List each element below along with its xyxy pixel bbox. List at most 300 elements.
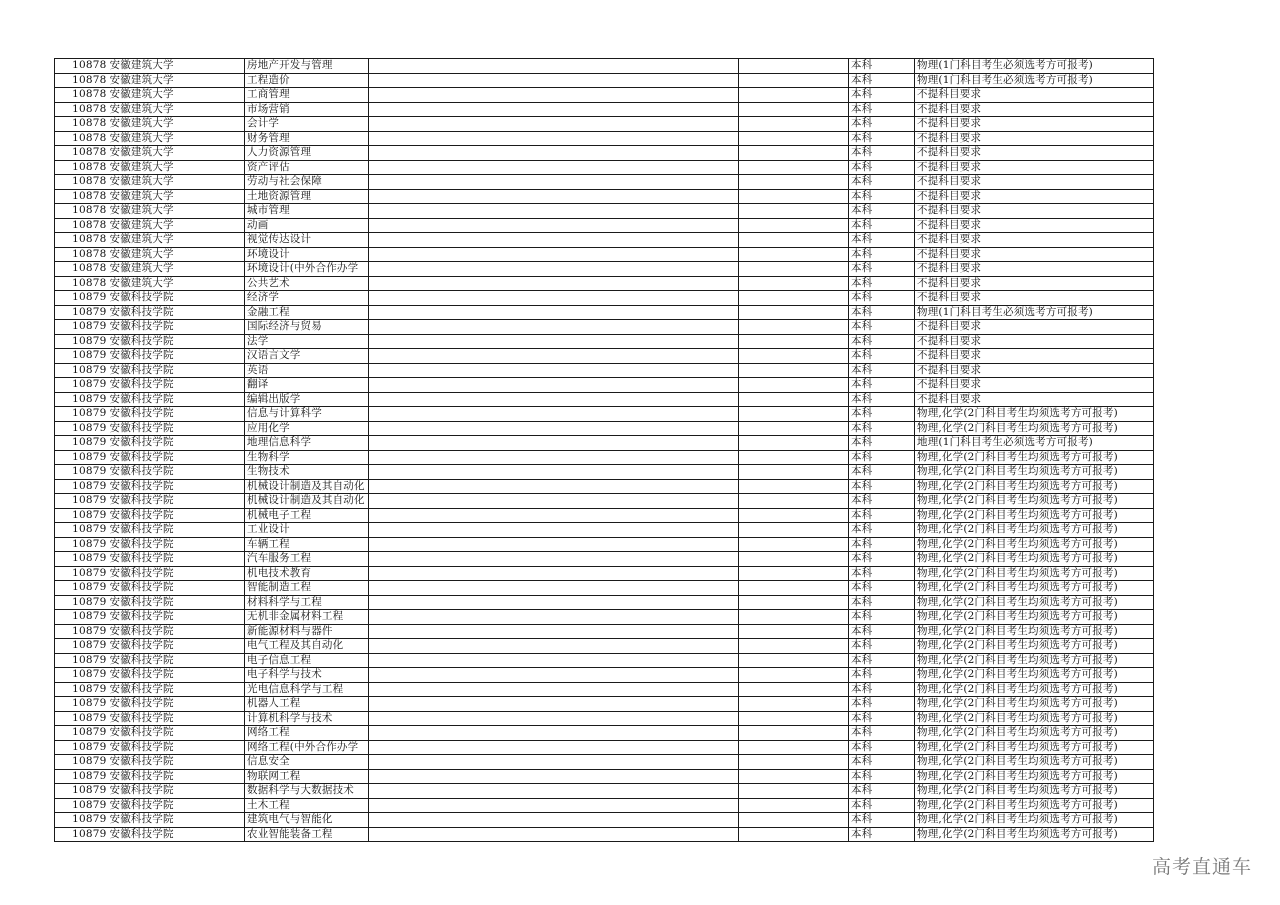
- school-code-cell: 10878: [55, 131, 109, 146]
- university-name-cell: 安徽科技学院: [109, 827, 245, 842]
- blank-cell: [369, 639, 739, 654]
- table-row: [55, 436, 1154, 451]
- university-name-cell: 安徽建筑大学: [109, 262, 245, 277]
- school-code-cell: 10878: [55, 262, 109, 277]
- level-cell: 本科: [849, 740, 915, 755]
- university-name-cell: 安徽科技学院: [109, 769, 245, 784]
- university-name-cell: 安徽科技学院: [109, 552, 245, 567]
- university-name-cell: 安徽科技学院: [109, 653, 245, 668]
- blank-cell: [739, 653, 849, 668]
- school-code-cell: 10879: [55, 566, 109, 581]
- table-row: [55, 624, 1154, 639]
- blank-cell: [369, 320, 739, 335]
- major-name-cell: 机械设计制造及其自动化: [245, 494, 369, 509]
- major-name-cell: 汽车服务工程: [245, 552, 369, 567]
- school-code-cell: 10879: [55, 682, 109, 697]
- major-name-cell: 环境设计(中外合作办学: [245, 262, 369, 277]
- blank-cell: [369, 392, 739, 407]
- table-row: [55, 465, 1154, 480]
- table-row: [55, 697, 1154, 712]
- major-name-cell: 资产评估: [245, 160, 369, 175]
- table-row: [55, 59, 1154, 74]
- blank-cell: [369, 697, 739, 712]
- blank-cell: [369, 523, 739, 538]
- level-cell: 本科: [849, 595, 915, 610]
- university-name-cell: 安徽科技学院: [109, 508, 245, 523]
- subject-requirement-cell: 物理,化学(2门科目考生均须选考方可报考): [915, 726, 1154, 741]
- school-code-cell: 10879: [55, 755, 109, 770]
- subject-requirement-cell: 不提科目要求: [915, 117, 1154, 132]
- university-name-cell: 安徽建筑大学: [109, 102, 245, 117]
- blank-cell: [739, 508, 849, 523]
- subject-requirement-cell: 不提科目要求: [915, 392, 1154, 407]
- blank-cell: [369, 494, 739, 509]
- school-code-cell: 10879: [55, 363, 109, 378]
- level-cell: 本科: [849, 726, 915, 741]
- subject-requirement-cell: 物理,化学(2门科目考生均须选考方可报考): [915, 479, 1154, 494]
- subject-requirement-cell: 不提科目要求: [915, 88, 1154, 103]
- blank-cell: [739, 59, 849, 74]
- school-code-cell: 10878: [55, 160, 109, 175]
- blank-cell: [739, 610, 849, 625]
- major-name-cell: 市场营销: [245, 102, 369, 117]
- blank-cell: [369, 798, 739, 813]
- major-name-cell: 计算机科学与技术: [245, 711, 369, 726]
- table-row: [55, 537, 1154, 552]
- table-row: [55, 291, 1154, 306]
- subject-requirement-cell: 物理,化学(2门科目考生均须选考方可报考): [915, 610, 1154, 625]
- blank-cell: [739, 291, 849, 306]
- blank-cell: [739, 595, 849, 610]
- subject-requirement-cell: 不提科目要求: [915, 175, 1154, 190]
- blank-cell: [739, 465, 849, 480]
- table-row: [55, 189, 1154, 204]
- blank-cell: [739, 73, 849, 88]
- subject-requirement-cell: 物理,化学(2门科目考生均须选考方可报考): [915, 421, 1154, 436]
- school-code-cell: 10879: [55, 407, 109, 422]
- school-code-cell: 10879: [55, 523, 109, 538]
- table-row: [55, 711, 1154, 726]
- blank-cell: [369, 276, 739, 291]
- table-row: [55, 378, 1154, 393]
- university-name-cell: 安徽建筑大学: [109, 88, 245, 103]
- major-name-cell: 金融工程: [245, 305, 369, 320]
- university-name-cell: 安徽科技学院: [109, 392, 245, 407]
- blank-cell: [739, 160, 849, 175]
- school-code-cell: 10878: [55, 218, 109, 233]
- table-row: [55, 160, 1154, 175]
- university-name-cell: 安徽科技学院: [109, 697, 245, 712]
- major-name-cell: 房地产开发与管理: [245, 59, 369, 74]
- blank-cell: [739, 740, 849, 755]
- university-name-cell: 安徽建筑大学: [109, 160, 245, 175]
- major-name-cell: 城市管理: [245, 204, 369, 219]
- level-cell: 本科: [849, 465, 915, 480]
- school-code-cell: 10878: [55, 247, 109, 262]
- major-name-cell: 机械电子工程: [245, 508, 369, 523]
- level-cell: 本科: [849, 392, 915, 407]
- level-cell: 本科: [849, 160, 915, 175]
- school-code-cell: 10879: [55, 349, 109, 364]
- university-name-cell: 安徽科技学院: [109, 581, 245, 596]
- blank-cell: [369, 73, 739, 88]
- school-code-cell: 10878: [55, 233, 109, 248]
- table-row: [55, 276, 1154, 291]
- blank-cell: [369, 131, 739, 146]
- university-name-cell: 安徽科技学院: [109, 784, 245, 799]
- table-row: [55, 262, 1154, 277]
- subject-requirement-cell: 不提科目要求: [915, 189, 1154, 204]
- blank-cell: [369, 668, 739, 683]
- major-name-cell: 工业设计: [245, 523, 369, 538]
- major-name-cell: 财务管理: [245, 131, 369, 146]
- university-name-cell: 安徽建筑大学: [109, 218, 245, 233]
- school-code-cell: 10879: [55, 479, 109, 494]
- university-name-cell: 安徽建筑大学: [109, 117, 245, 132]
- school-code-cell: 10878: [55, 146, 109, 161]
- level-cell: 本科: [849, 668, 915, 683]
- blank-cell: [369, 204, 739, 219]
- table-row: [55, 363, 1154, 378]
- university-name-cell: 安徽建筑大学: [109, 204, 245, 219]
- subject-requirement-cell: 物理(1门科目考生必须选考方可报考): [915, 59, 1154, 74]
- level-cell: 本科: [849, 494, 915, 509]
- university-name-cell: 安徽科技学院: [109, 639, 245, 654]
- subject-requirement-cell: 不提科目要求: [915, 378, 1154, 393]
- blank-cell: [369, 334, 739, 349]
- blank-cell: [369, 682, 739, 697]
- university-name-cell: 安徽科技学院: [109, 537, 245, 552]
- university-name-cell: 安徽科技学院: [109, 494, 245, 509]
- table-row: [55, 566, 1154, 581]
- blank-cell: [739, 233, 849, 248]
- major-name-cell: 公共艺术: [245, 276, 369, 291]
- university-name-cell: 安徽科技学院: [109, 450, 245, 465]
- school-code-cell: 10879: [55, 740, 109, 755]
- subject-requirement-cell: 物理,化学(2门科目考生均须选考方可报考): [915, 711, 1154, 726]
- major-name-cell: 经济学: [245, 291, 369, 306]
- blank-cell: [739, 682, 849, 697]
- school-code-cell: 10879: [55, 639, 109, 654]
- blank-cell: [369, 726, 739, 741]
- blank-cell: [739, 407, 849, 422]
- major-name-cell: 会计学: [245, 117, 369, 132]
- table-row: [55, 117, 1154, 132]
- level-cell: 本科: [849, 523, 915, 538]
- subject-requirement-cell: 不提科目要求: [915, 349, 1154, 364]
- major-name-cell: 光电信息科学与工程: [245, 682, 369, 697]
- subject-requirement-cell: 不提科目要求: [915, 233, 1154, 248]
- table-row: [55, 334, 1154, 349]
- level-cell: 本科: [849, 73, 915, 88]
- university-name-cell: 安徽科技学院: [109, 566, 245, 581]
- blank-cell: [739, 711, 849, 726]
- major-name-cell: 新能源材料与器件: [245, 624, 369, 639]
- subject-requirement-cell: 物理,化学(2门科目考生均须选考方可报考): [915, 827, 1154, 842]
- school-code-cell: 10878: [55, 102, 109, 117]
- blank-cell: [369, 827, 739, 842]
- major-name-cell: 应用化学: [245, 421, 369, 436]
- major-name-cell: 信息安全: [245, 755, 369, 770]
- major-name-cell: 农业智能装备工程: [245, 827, 369, 842]
- university-name-cell: 安徽科技学院: [109, 479, 245, 494]
- level-cell: 本科: [849, 450, 915, 465]
- major-name-cell: 建筑电气与智能化: [245, 813, 369, 828]
- university-name-cell: 安徽建筑大学: [109, 73, 245, 88]
- level-cell: 本科: [849, 711, 915, 726]
- blank-cell: [739, 784, 849, 799]
- table-row: [55, 88, 1154, 103]
- level-cell: 本科: [849, 610, 915, 625]
- school-code-cell: 10879: [55, 450, 109, 465]
- blank-cell: [739, 146, 849, 161]
- table-row: [55, 146, 1154, 161]
- university-name-cell: 安徽科技学院: [109, 711, 245, 726]
- university-name-cell: 安徽科技学院: [109, 523, 245, 538]
- subject-requirement-cell: 物理,化学(2门科目考生均须选考方可报考): [915, 508, 1154, 523]
- subject-requirement-cell: 物理,化学(2门科目考生均须选考方可报考): [915, 494, 1154, 509]
- blank-cell: [369, 378, 739, 393]
- blank-cell: [739, 813, 849, 828]
- blank-cell: [369, 88, 739, 103]
- major-name-cell: 电子科学与技术: [245, 668, 369, 683]
- level-cell: 本科: [849, 769, 915, 784]
- blank-cell: [369, 653, 739, 668]
- university-name-cell: 安徽建筑大学: [109, 131, 245, 146]
- table-row: [55, 784, 1154, 799]
- subject-requirement-cell: 物理,化学(2门科目考生均须选考方可报考): [915, 740, 1154, 755]
- major-name-cell: 生物科学: [245, 450, 369, 465]
- school-code-cell: 10879: [55, 595, 109, 610]
- university-name-cell: 安徽建筑大学: [109, 233, 245, 248]
- subject-requirement-cell: 不提科目要求: [915, 363, 1154, 378]
- major-name-cell: 机械设计制造及其自动化: [245, 479, 369, 494]
- major-name-cell: 工商管理: [245, 88, 369, 103]
- subject-requirement-cell: 物理,化学(2门科目考生均须选考方可报考): [915, 653, 1154, 668]
- school-code-cell: 10879: [55, 813, 109, 828]
- blank-cell: [739, 523, 849, 538]
- level-cell: 本科: [849, 305, 915, 320]
- blank-cell: [369, 479, 739, 494]
- university-name-cell: 安徽科技学院: [109, 726, 245, 741]
- major-name-cell: 英语: [245, 363, 369, 378]
- subject-requirement-cell: 物理,化学(2门科目考生均须选考方可报考): [915, 682, 1154, 697]
- table-row: [55, 595, 1154, 610]
- blank-cell: [739, 276, 849, 291]
- blank-cell: [739, 494, 849, 509]
- school-code-cell: 10879: [55, 653, 109, 668]
- blank-cell: [739, 117, 849, 132]
- blank-cell: [369, 552, 739, 567]
- school-code-cell: 10879: [55, 798, 109, 813]
- school-code-cell: 10879: [55, 668, 109, 683]
- subject-requirement-cell: 不提科目要求: [915, 102, 1154, 117]
- blank-cell: [369, 813, 739, 828]
- blank-cell: [739, 697, 849, 712]
- subject-requirement-cell: 不提科目要求: [915, 334, 1154, 349]
- level-cell: 本科: [849, 291, 915, 306]
- blank-cell: [369, 233, 739, 248]
- major-name-cell: 翻译: [245, 378, 369, 393]
- university-name-cell: 安徽科技学院: [109, 610, 245, 625]
- subject-requirement-cell: 不提科目要求: [915, 160, 1154, 175]
- subject-requirement-cell: 不提科目要求: [915, 320, 1154, 335]
- blank-cell: [369, 102, 739, 117]
- table-row: [55, 508, 1154, 523]
- blank-cell: [369, 755, 739, 770]
- subject-requirement-cell: 物理,化学(2门科目考生均须选考方可报考): [915, 465, 1154, 480]
- level-cell: 本科: [849, 508, 915, 523]
- school-code-cell: 10879: [55, 392, 109, 407]
- school-code-cell: 10879: [55, 465, 109, 480]
- blank-cell: [739, 450, 849, 465]
- level-cell: 本科: [849, 59, 915, 74]
- subject-requirement-cell: 不提科目要求: [915, 146, 1154, 161]
- major-name-cell: 物联网工程: [245, 769, 369, 784]
- level-cell: 本科: [849, 697, 915, 712]
- level-cell: 本科: [849, 755, 915, 770]
- level-cell: 本科: [849, 363, 915, 378]
- level-cell: 本科: [849, 276, 915, 291]
- table-row: [55, 639, 1154, 654]
- blank-cell: [369, 146, 739, 161]
- blank-cell: [369, 291, 739, 306]
- subject-requirement-cell: 不提科目要求: [915, 131, 1154, 146]
- table-row: [55, 233, 1154, 248]
- blank-cell: [369, 305, 739, 320]
- table-row: [55, 407, 1154, 422]
- table-row: [55, 421, 1154, 436]
- blank-cell: [739, 218, 849, 233]
- major-name-cell: 编辑出版学: [245, 392, 369, 407]
- blank-cell: [739, 436, 849, 451]
- blank-cell: [739, 624, 849, 639]
- major-name-cell: 生物技术: [245, 465, 369, 480]
- school-code-cell: 10879: [55, 320, 109, 335]
- university-name-cell: 安徽科技学院: [109, 813, 245, 828]
- level-cell: 本科: [849, 436, 915, 451]
- table-row: [55, 131, 1154, 146]
- subject-requirement-cell: 物理,化学(2门科目考生均须选考方可报考): [915, 813, 1154, 828]
- blank-cell: [369, 436, 739, 451]
- school-code-cell: 10878: [55, 73, 109, 88]
- blank-cell: [739, 334, 849, 349]
- school-code-cell: 10878: [55, 88, 109, 103]
- subject-requirement-cell: 不提科目要求: [915, 291, 1154, 306]
- university-name-cell: 安徽科技学院: [109, 465, 245, 480]
- subject-requirement-cell: 不提科目要求: [915, 204, 1154, 219]
- school-code-cell: 10878: [55, 175, 109, 190]
- university-name-cell: 安徽建筑大学: [109, 146, 245, 161]
- blank-cell: [369, 117, 739, 132]
- school-code-cell: 10879: [55, 610, 109, 625]
- level-cell: 本科: [849, 218, 915, 233]
- table-row: [55, 204, 1154, 219]
- blank-cell: [369, 421, 739, 436]
- table-row: [55, 523, 1154, 538]
- level-cell: 本科: [849, 204, 915, 219]
- major-name-cell: 网络工程(中外合作办学: [245, 740, 369, 755]
- blank-cell: [739, 769, 849, 784]
- university-name-cell: 安徽科技学院: [109, 291, 245, 306]
- subject-requirement-cell: 物理,化学(2门科目考生均须选考方可报考): [915, 639, 1154, 654]
- blank-cell: [369, 537, 739, 552]
- level-cell: 本科: [849, 247, 915, 262]
- university-name-cell: 安徽科技学院: [109, 378, 245, 393]
- table-row: [55, 218, 1154, 233]
- level-cell: 本科: [849, 813, 915, 828]
- level-cell: 本科: [849, 233, 915, 248]
- school-code-cell: 10879: [55, 378, 109, 393]
- major-name-cell: 环境设计: [245, 247, 369, 262]
- table-row: [55, 175, 1154, 190]
- school-code-cell: 10879: [55, 305, 109, 320]
- level-cell: 本科: [849, 479, 915, 494]
- blank-cell: [369, 450, 739, 465]
- blank-cell: [739, 88, 849, 103]
- university-name-cell: 安徽科技学院: [109, 624, 245, 639]
- table-row: [55, 726, 1154, 741]
- blank-cell: [739, 262, 849, 277]
- blank-cell: [739, 102, 849, 117]
- major-name-cell: 材料科学与工程: [245, 595, 369, 610]
- subject-requirement-cell: 物理,化学(2门科目考生均须选考方可报考): [915, 668, 1154, 683]
- blank-cell: [369, 247, 739, 262]
- school-code-cell: 10879: [55, 436, 109, 451]
- school-code-cell: 10879: [55, 508, 109, 523]
- blank-cell: [369, 508, 739, 523]
- subject-requirement-cell: 不提科目要求: [915, 218, 1154, 233]
- table-row: [55, 479, 1154, 494]
- blank-cell: [739, 305, 849, 320]
- blank-cell: [739, 320, 849, 335]
- university-name-cell: 安徽科技学院: [109, 682, 245, 697]
- major-name-cell: 汉语言文学: [245, 349, 369, 364]
- blank-cell: [739, 668, 849, 683]
- blank-cell: [739, 175, 849, 190]
- level-cell: 本科: [849, 798, 915, 813]
- subject-requirement-cell: 物理,化学(2门科目考生均须选考方可报考): [915, 798, 1154, 813]
- blank-cell: [369, 624, 739, 639]
- school-code-cell: 10878: [55, 117, 109, 132]
- subject-requirement-cell: 物理,化学(2门科目考生均须选考方可报考): [915, 523, 1154, 538]
- level-cell: 本科: [849, 653, 915, 668]
- school-code-cell: 10879: [55, 784, 109, 799]
- subject-requirement-cell: 不提科目要求: [915, 276, 1154, 291]
- university-name-cell: 安徽科技学院: [109, 436, 245, 451]
- table-row: [55, 653, 1154, 668]
- blank-cell: [369, 769, 739, 784]
- table-row: [55, 798, 1154, 813]
- major-requirements-table: [54, 58, 1154, 842]
- table-row: [55, 392, 1154, 407]
- level-cell: 本科: [849, 407, 915, 422]
- blank-cell: [739, 378, 849, 393]
- university-name-cell: 安徽科技学院: [109, 421, 245, 436]
- subject-requirement-cell: 物理,化学(2门科目考生均须选考方可报考): [915, 581, 1154, 596]
- table-row: [55, 755, 1154, 770]
- university-name-cell: 安徽科技学院: [109, 740, 245, 755]
- school-code-cell: 10879: [55, 537, 109, 552]
- blank-cell: [369, 407, 739, 422]
- university-name-cell: 安徽建筑大学: [109, 276, 245, 291]
- table-row: [55, 682, 1154, 697]
- major-name-cell: 车辆工程: [245, 537, 369, 552]
- table-row: [55, 247, 1154, 262]
- subject-requirement-cell: 物理,化学(2门科目考生均须选考方可报考): [915, 566, 1154, 581]
- university-name-cell: 安徽科技学院: [109, 755, 245, 770]
- major-name-cell: 工程造价: [245, 73, 369, 88]
